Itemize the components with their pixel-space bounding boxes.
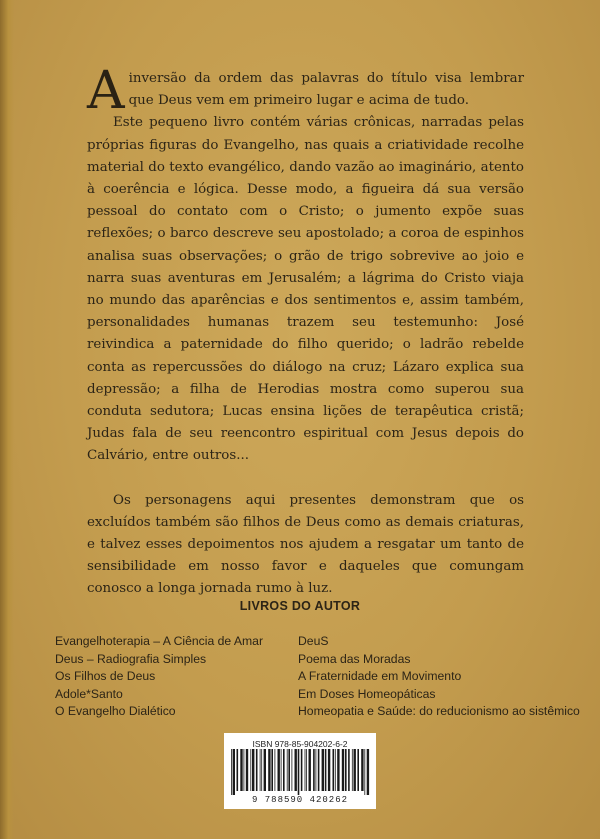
book-title: Deus – Radiografia Simples <box>55 651 207 666</box>
book-title: Poema das Moradas <box>298 651 411 666</box>
barcode-bar <box>322 749 324 791</box>
barcode-bar <box>301 749 303 791</box>
barcode-bar <box>325 749 327 791</box>
barcode-label <box>224 733 376 809</box>
drop-cap: A <box>87 61 125 121</box>
barcode-bar <box>275 749 276 791</box>
barcode-bar <box>313 749 315 791</box>
barcode-bar <box>281 749 282 791</box>
isbn-text: ISBN 978-85-904202-6-2 <box>252 739 348 749</box>
barcode-bar <box>278 749 280 791</box>
barcode-bar <box>354 749 356 791</box>
barcode-bar <box>337 749 339 791</box>
books-list-left <box>55 633 263 721</box>
barcode-bar <box>271 749 273 791</box>
barcode-bar <box>328 749 330 791</box>
paragraph-2: Este pequeno livro contém várias crônicas, narradas pelas próprias figuras do Evangelho, nas quais a criatividade recolhe material do texto evangélico, dando vazão ao imaginário, atento à coerência e lógica. Desse modo, a figueira dá sua versão pessoal do contato com o Cristo; o jumento expõe suas reflexões; o barco descreve seu apostolado; a coroa de espinhos analisa suas observações; o grão de trigo sobrevive ao joio e narra suas aventuras em Jerusalém; a lágrima do Cristo viaja no mundo das aparências e dos sentimentos e, assim também, personalidades humanas trazem seu testemunho: José reivindica a paternidade do filho querido; o ladrão rebelde conta as repercussões do diálogo na cruz; Lázaro explica sua depressão; a filha de Herodias mostra como superou sua conduta sedutora; Lucas ensina lições de terapêutica cristã; Judas fala de seu reencontro espiritual com Jesus depois do Calvário, entre outros... <box>87 115 524 464</box>
barcode-icon <box>230 749 370 795</box>
barcode-bar <box>292 749 293 791</box>
barcode-bar <box>246 749 248 791</box>
book-title: Os Filhos de Deus <box>55 669 156 684</box>
author-books-heading: LIVROS DO AUTOR <box>239 599 361 613</box>
barcode-bar <box>333 749 335 791</box>
book-title: Adole*Santo <box>55 686 123 701</box>
barcode-bar <box>250 749 251 791</box>
synopsis-text <box>87 61 524 601</box>
barcode-bar <box>361 749 363 791</box>
barcode-bar <box>305 749 306 791</box>
barcode-bar <box>244 749 245 791</box>
paragraph-1: Ainversão da ordem das palavras do título visa lembrar que Deus vem em primeiro lugar e acima de tudo. <box>87 61 524 121</box>
barcode-bar <box>367 749 369 795</box>
barcode-bar <box>240 749 242 791</box>
barcode-bar <box>287 749 288 791</box>
barcode-bar <box>261 749 262 791</box>
book-title: O Evangelho Dialético <box>55 704 176 719</box>
paragraph-3: Os personagens aqui presentes demonstram que os excluídos também são filhos de Deus como as demais criaturas, e talvez esses depoimentos nos ajudem a resgatar um tanto de sensibilidade em nosso favor e daqueles que comungam conosco a longa jornada rumo à luz. <box>87 492 524 597</box>
barcode-bar <box>295 749 297 791</box>
barcode-bar <box>264 749 266 791</box>
barcode-bar <box>237 749 239 791</box>
barcode-bar <box>357 749 359 791</box>
barcode-bar <box>309 749 311 791</box>
book-title: Em Doses Homeopáticas <box>298 686 436 701</box>
barcode-bar <box>318 749 320 791</box>
books-list-right <box>298 633 580 721</box>
cover-spine-edge <box>0 0 14 839</box>
book-title: Homeopatia e Saúde: do reducionismo ao sistêmico <box>298 704 580 719</box>
barcode-bar <box>345 749 347 791</box>
book-title: DeuS <box>298 634 329 648</box>
barcode-bar <box>252 749 254 791</box>
barcode-bar <box>288 749 290 791</box>
barcode-bar <box>233 749 235 795</box>
barcode-bar <box>298 749 300 795</box>
ean-digits: 9 788590 420262 <box>251 795 348 805</box>
barcode-bar <box>306 749 307 791</box>
barcode-bar <box>352 749 353 791</box>
barcode-bar <box>364 749 365 795</box>
barcode-bar <box>316 749 317 791</box>
barcode-bar <box>260 749 261 791</box>
barcode-bar <box>342 749 344 791</box>
barcode-bar <box>231 749 232 795</box>
barcode-bar <box>335 749 336 791</box>
barcode-bar <box>348 749 350 791</box>
barcode-bar <box>268 749 270 791</box>
barcode-bar <box>256 749 258 791</box>
barcode-bar <box>283 749 285 791</box>
book-title: A Fraternidade em Movimento <box>298 669 462 684</box>
book-title: Evangelhoterapia – A Ciência de Amar <box>55 634 264 648</box>
